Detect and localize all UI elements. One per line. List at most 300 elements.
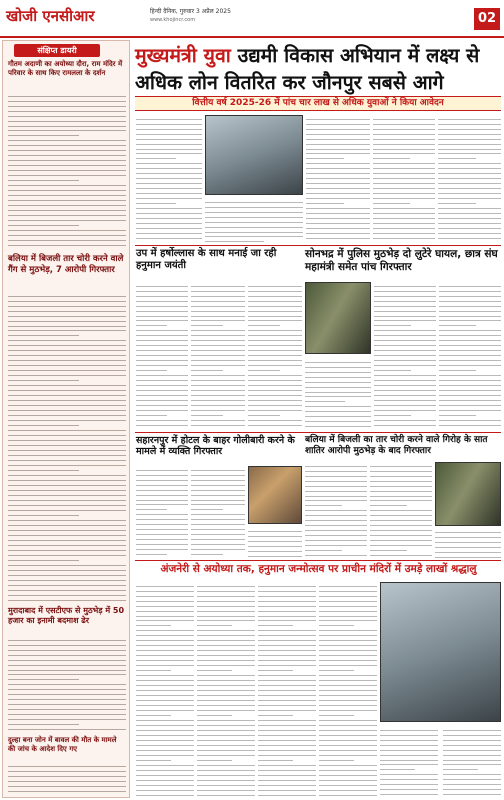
text-line xyxy=(373,195,435,200)
text-line xyxy=(305,507,367,512)
text-line xyxy=(136,240,202,243)
text-line xyxy=(136,225,202,230)
text-line xyxy=(443,751,501,756)
text-line xyxy=(319,702,377,707)
text-line xyxy=(136,506,167,511)
text-line xyxy=(8,551,126,556)
text-line xyxy=(136,732,194,737)
section-divider xyxy=(135,432,501,433)
text-line xyxy=(205,208,303,213)
text-line xyxy=(443,746,501,751)
text-line xyxy=(439,407,501,412)
text-line xyxy=(305,492,367,497)
text-line xyxy=(305,472,367,477)
text-line xyxy=(136,531,188,536)
text-line xyxy=(8,432,126,437)
text-line xyxy=(197,677,255,682)
text-line xyxy=(248,337,302,342)
text-line xyxy=(136,627,194,632)
text-line xyxy=(373,125,435,130)
text-line xyxy=(136,190,202,195)
text-line xyxy=(305,393,371,398)
text-line xyxy=(305,373,371,378)
text-line xyxy=(8,102,126,107)
text-line xyxy=(248,347,302,352)
text-line xyxy=(258,612,316,617)
text-line xyxy=(136,205,202,210)
text-line xyxy=(373,170,435,175)
text-line xyxy=(439,382,501,387)
text-line xyxy=(443,791,501,796)
text-line xyxy=(438,190,501,195)
text-line xyxy=(439,287,501,292)
brief-body-2 xyxy=(8,292,126,602)
text-line xyxy=(374,387,436,392)
text-line xyxy=(439,312,501,317)
text-line xyxy=(191,357,245,362)
text-line xyxy=(197,657,255,662)
text-line xyxy=(305,517,367,522)
text-line xyxy=(306,205,370,210)
ayodhya-col-1 xyxy=(136,582,194,798)
ballia-photo xyxy=(435,462,501,526)
lead-story-photo xyxy=(205,115,303,195)
text-line xyxy=(136,135,202,140)
text-line xyxy=(319,672,377,677)
text-line xyxy=(197,622,232,627)
text-line xyxy=(258,742,316,747)
text-line xyxy=(197,687,255,692)
ayodhya-col-3 xyxy=(258,582,316,798)
brief-body-4 xyxy=(8,762,126,796)
text-line xyxy=(258,662,316,667)
text-line xyxy=(8,576,126,581)
text-line xyxy=(374,317,436,322)
text-line xyxy=(136,407,188,412)
text-line xyxy=(8,437,126,442)
text-line xyxy=(136,357,188,362)
text-line xyxy=(319,786,377,791)
text-line xyxy=(197,627,255,632)
text-line xyxy=(8,327,126,332)
text-line xyxy=(8,442,126,447)
text-line xyxy=(136,511,188,516)
text-line xyxy=(197,692,255,697)
text-line xyxy=(438,125,501,130)
text-line xyxy=(205,213,303,218)
text-line xyxy=(306,135,370,140)
text-line xyxy=(136,180,202,185)
text-line xyxy=(319,582,377,587)
text-line xyxy=(8,412,126,417)
text-line xyxy=(370,542,432,547)
text-line xyxy=(306,210,370,215)
text-line xyxy=(370,497,432,502)
text-line xyxy=(373,165,435,170)
text-line xyxy=(305,467,367,472)
text-line xyxy=(248,552,302,557)
text-line xyxy=(306,115,370,120)
text-line xyxy=(305,487,367,492)
text-line xyxy=(197,602,255,607)
text-line xyxy=(439,337,501,342)
text-line xyxy=(197,761,255,766)
text-line xyxy=(8,192,126,197)
text-line xyxy=(374,322,411,327)
text-line xyxy=(258,771,316,776)
text-line xyxy=(305,388,371,393)
text-line xyxy=(248,367,280,372)
page-number: 02 xyxy=(474,8,500,30)
headline-rest: उद्यमी विकास अभियान में लक्ष्य से अधिक लोन वितरित कर जौनपुर सबसे आगे xyxy=(135,44,480,94)
text-line xyxy=(191,486,245,491)
text-line xyxy=(258,607,316,612)
text-line xyxy=(136,210,202,215)
text-line xyxy=(205,233,303,238)
text-line xyxy=(136,417,188,422)
text-line xyxy=(258,702,316,707)
ballia-col-3 xyxy=(435,528,501,558)
text-line xyxy=(306,195,370,200)
text-line xyxy=(305,462,367,467)
text-line xyxy=(258,786,316,791)
text-line xyxy=(191,372,245,377)
text-line xyxy=(8,307,126,312)
text-line xyxy=(258,657,316,662)
text-line xyxy=(439,352,501,357)
text-line xyxy=(438,200,476,205)
text-line xyxy=(374,352,436,357)
text-line xyxy=(197,612,255,617)
text-line xyxy=(370,522,432,527)
text-line xyxy=(374,382,436,387)
saharanpur-photo xyxy=(248,466,302,524)
text-line xyxy=(8,691,126,696)
text-line xyxy=(305,502,342,507)
text-line xyxy=(8,367,126,372)
text-line xyxy=(8,447,126,452)
text-line xyxy=(305,383,371,388)
text-line xyxy=(136,746,194,751)
brief-headline-2: बलिया में बिजली तार चोरी करने वाले गैंग से मुठभेड़, 7 आरोपी गिरफ्तार xyxy=(8,254,124,275)
text-line xyxy=(191,292,245,297)
text-line xyxy=(8,541,126,546)
text-line xyxy=(373,155,410,160)
text-line xyxy=(248,397,302,402)
hanuman-col-1 xyxy=(136,282,188,430)
text-line xyxy=(305,537,367,542)
saharanpur-col-2 xyxy=(191,466,245,558)
text-line xyxy=(305,408,371,413)
text-line xyxy=(136,125,202,130)
text-line xyxy=(197,587,255,592)
text-line xyxy=(319,766,377,771)
text-line xyxy=(8,536,126,541)
text-line xyxy=(136,737,194,742)
text-line xyxy=(439,427,501,430)
brief-body-1 xyxy=(8,92,126,250)
text-line xyxy=(136,322,167,327)
text-line xyxy=(438,140,501,145)
text-line xyxy=(136,597,194,602)
text-line xyxy=(136,165,202,170)
text-line xyxy=(374,332,436,337)
text-line xyxy=(8,147,126,152)
text-line xyxy=(136,422,188,427)
text-line xyxy=(191,496,245,501)
text-line xyxy=(191,521,245,526)
text-line xyxy=(8,461,126,466)
text-line xyxy=(258,761,316,766)
text-line xyxy=(8,721,79,726)
text-line xyxy=(197,751,255,756)
text-line xyxy=(197,637,255,642)
text-line xyxy=(373,140,435,145)
text-line xyxy=(319,662,377,667)
text-line xyxy=(8,207,126,212)
text-line xyxy=(8,167,126,172)
ballia-headline: बलिया में बिजली का तार चोरी करने वाले गिरोह के सात शातिर आरोपी मुठभेड़ के बाद गिरफ्तार xyxy=(305,435,488,456)
newspaper-logo: खोजी एनसीआर xyxy=(6,7,95,25)
text-line xyxy=(136,657,194,662)
hanuman-col-2 xyxy=(191,282,245,430)
text-line xyxy=(136,587,194,592)
main-subheadline: वित्तीय वर्ष 2025-26 में पांच चार लाख से अधिक युवाओं ने किया आवेदन xyxy=(135,96,501,111)
text-line xyxy=(380,756,438,761)
text-line xyxy=(8,792,126,796)
text-line xyxy=(258,791,316,796)
text-line xyxy=(8,491,126,496)
text-line xyxy=(8,382,126,387)
text-line xyxy=(438,170,501,175)
saharanpur-headline: सहारनपुर में होटल के बाहर गोलीबारी करने के मामले में व्यक्ति गिरफ्तार xyxy=(136,435,295,458)
text-line xyxy=(373,145,435,150)
text-line xyxy=(136,235,202,240)
text-line xyxy=(306,125,370,130)
text-line xyxy=(136,185,202,190)
text-line xyxy=(136,766,194,771)
text-line xyxy=(306,215,370,220)
text-line xyxy=(305,522,367,527)
text-line xyxy=(8,157,126,162)
text-line xyxy=(374,357,436,362)
text-line xyxy=(136,412,167,417)
text-line xyxy=(439,327,501,332)
text-line xyxy=(191,392,245,397)
text-line xyxy=(248,357,302,362)
dateline: हिन्दी दैनिक, गुरुवार 3 अप्रैल 2025 xyxy=(150,8,231,15)
text-line xyxy=(258,717,316,722)
headline-red-part: मुख्यमंत्री युवा xyxy=(135,44,231,67)
text-line xyxy=(197,727,255,732)
text-line xyxy=(305,403,371,408)
text-line xyxy=(258,697,316,702)
text-line xyxy=(319,717,377,722)
text-line xyxy=(370,532,432,537)
text-line xyxy=(136,786,194,791)
text-line xyxy=(136,327,188,332)
ballia-col-2 xyxy=(370,462,432,558)
text-line xyxy=(197,742,255,747)
text-line xyxy=(136,727,194,732)
text-line xyxy=(8,377,79,382)
text-line xyxy=(319,761,377,766)
text-line xyxy=(438,195,501,200)
text-line xyxy=(438,150,501,155)
text-line xyxy=(136,200,176,205)
text-line xyxy=(443,736,501,741)
text-line xyxy=(136,215,202,220)
text-line xyxy=(136,332,188,337)
section-divider xyxy=(135,245,501,246)
text-line xyxy=(191,412,223,417)
text-line xyxy=(191,362,245,367)
text-line xyxy=(305,497,367,502)
text-line xyxy=(306,230,370,235)
text-line xyxy=(136,170,202,175)
text-line xyxy=(248,352,302,357)
text-line xyxy=(8,726,126,731)
text-line xyxy=(248,402,302,407)
text-line xyxy=(305,423,371,428)
text-line xyxy=(8,526,126,531)
text-line xyxy=(136,145,202,150)
text-line xyxy=(197,781,255,786)
text-line xyxy=(136,692,194,697)
text-line xyxy=(373,120,435,125)
text-line xyxy=(197,766,255,771)
text-line xyxy=(374,342,436,347)
text-line xyxy=(191,322,223,327)
text-line xyxy=(439,332,501,337)
text-line xyxy=(319,687,377,692)
text-line xyxy=(136,130,202,135)
text-line xyxy=(8,197,126,202)
text-line xyxy=(191,531,245,536)
text-line xyxy=(319,751,377,756)
text-line xyxy=(319,597,377,602)
text-line xyxy=(8,122,126,127)
text-line xyxy=(197,582,255,587)
text-line xyxy=(439,347,501,352)
text-line xyxy=(191,417,245,422)
text-line xyxy=(258,776,316,781)
text-line xyxy=(306,175,370,180)
text-line xyxy=(439,317,501,322)
text-line xyxy=(8,347,126,352)
text-line xyxy=(8,656,126,661)
text-line xyxy=(136,160,202,165)
text-line xyxy=(136,317,188,322)
text-line xyxy=(248,312,302,317)
lead-story-col-4 xyxy=(373,115,435,243)
text-line xyxy=(8,651,126,656)
ballia-col-1 xyxy=(305,462,367,558)
saharanpur-col-1 xyxy=(136,466,188,558)
text-line xyxy=(258,672,316,677)
text-line xyxy=(8,787,126,792)
text-line xyxy=(136,546,188,551)
text-line xyxy=(8,357,126,362)
text-line xyxy=(8,701,126,706)
text-line xyxy=(248,392,302,397)
text-line xyxy=(319,732,377,737)
text-line xyxy=(305,477,367,482)
text-line xyxy=(191,287,245,292)
text-line xyxy=(439,397,501,402)
text-line xyxy=(319,622,354,627)
text-line xyxy=(248,292,302,297)
text-line xyxy=(319,742,377,747)
text-line xyxy=(305,363,371,368)
text-line xyxy=(438,220,501,225)
text-line xyxy=(439,422,501,427)
text-line xyxy=(8,546,126,551)
text-line xyxy=(319,647,377,652)
text-line xyxy=(8,212,126,217)
text-line xyxy=(374,282,436,287)
text-line xyxy=(248,327,302,332)
text-line xyxy=(136,175,202,180)
text-line xyxy=(191,407,245,412)
text-line xyxy=(136,337,188,342)
text-line xyxy=(136,761,194,766)
text-line xyxy=(258,751,316,756)
text-line xyxy=(248,377,302,382)
text-line xyxy=(374,417,436,422)
text-line xyxy=(319,737,377,742)
text-line xyxy=(8,302,126,307)
text-line xyxy=(197,746,255,751)
text-line xyxy=(136,150,202,155)
brief-headline-3: मुरादाबाद में एसटीएफ से मुठभेड़ में 50 हजार का इनामी बदमाश ढेर xyxy=(8,606,125,625)
lead-story-col-5 xyxy=(438,115,501,243)
text-line xyxy=(380,766,415,771)
text-line xyxy=(439,392,501,397)
text-line xyxy=(191,342,245,347)
text-line xyxy=(8,162,126,167)
text-line xyxy=(438,115,501,120)
text-line xyxy=(136,481,188,486)
text-line xyxy=(319,771,377,776)
ayodhya-col-5 xyxy=(380,726,438,798)
text-line xyxy=(136,742,194,747)
text-line xyxy=(8,516,126,521)
text-line xyxy=(191,337,245,342)
text-line xyxy=(258,587,316,592)
text-line xyxy=(258,746,316,751)
text-line xyxy=(191,427,245,430)
text-line xyxy=(136,612,194,617)
text-line xyxy=(8,661,126,666)
text-line xyxy=(136,397,188,402)
text-line xyxy=(136,707,194,712)
text-line xyxy=(197,597,255,602)
text-line xyxy=(319,632,377,637)
text-line xyxy=(319,587,377,592)
text-line xyxy=(8,292,126,297)
saharanpur-col-3 xyxy=(248,527,302,558)
text-line xyxy=(319,607,377,612)
text-line xyxy=(439,362,501,367)
text-line xyxy=(136,781,194,786)
text-line xyxy=(374,412,411,417)
text-line xyxy=(439,387,501,392)
text-line xyxy=(373,160,435,165)
text-line xyxy=(8,202,126,207)
text-line xyxy=(248,527,302,532)
text-line xyxy=(191,541,245,546)
